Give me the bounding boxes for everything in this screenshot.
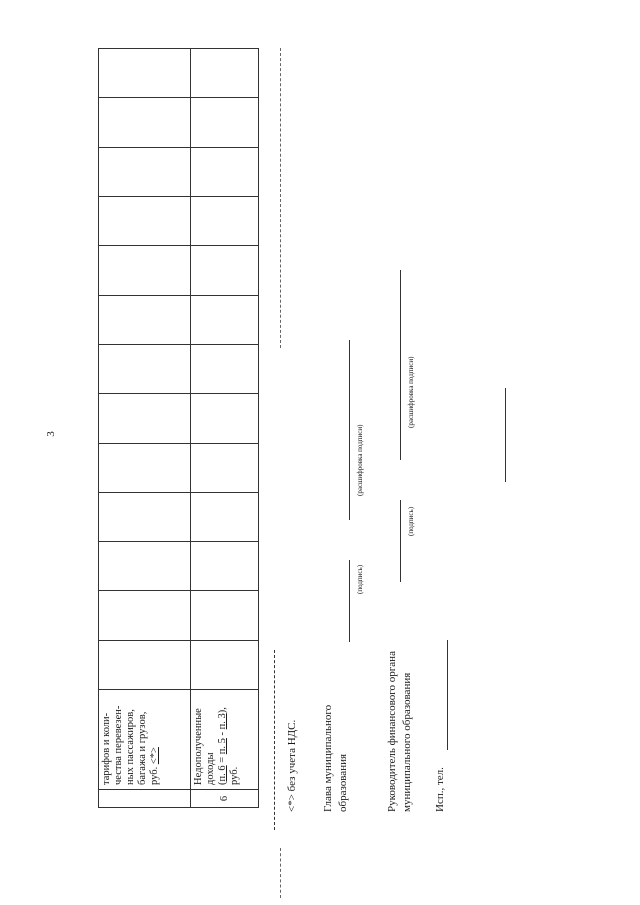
page-number: 3 (44, 431, 57, 437)
table-cell (191, 443, 259, 492)
scan-edge-top (280, 48, 281, 348)
table-cell (99, 542, 191, 591)
finance-decode-caption: (расшифровка подписи) (407, 356, 415, 428)
footnote-ref: <*> (149, 747, 160, 765)
table-cell (99, 147, 191, 196)
data-table (98, 48, 259, 808)
executor-label: Исп., тел. (434, 767, 446, 812)
finance-sign-caption: (подпись) (407, 506, 415, 536)
table-cell (99, 49, 191, 98)
table-cell (191, 640, 259, 689)
row-label-tariffs: тарифов и коли- чества перевезен- ных пассажиров, багажа и грузов, руб. <*> (99, 690, 191, 790)
head-sign-line (349, 560, 350, 642)
table-cell (191, 542, 259, 591)
table-cell (191, 295, 259, 344)
finance-sign-line (400, 500, 401, 582)
table-cell (191, 49, 259, 98)
table-cell (99, 344, 191, 393)
footnote-text: <*> без учета НДС. (286, 719, 298, 812)
head-sign-caption: (подпись) (356, 564, 364, 594)
row-number-cell: 6 (191, 790, 259, 808)
finance-title-line1: Руководитель финансового органа (386, 651, 398, 812)
table-wrapper (98, 48, 258, 808)
table-cell (99, 443, 191, 492)
scan-edge-bottom (280, 848, 281, 898)
table-cell (99, 246, 191, 295)
table-cell (99, 295, 191, 344)
head-decode-line (349, 340, 350, 520)
executor-line (447, 640, 448, 750)
table-cell (191, 344, 259, 393)
table-cell (191, 492, 259, 541)
table-cell (99, 197, 191, 246)
table-row (191, 49, 259, 808)
table-cell (191, 147, 259, 196)
table-cell (99, 640, 191, 689)
table-cell (99, 394, 191, 443)
table-cell (191, 98, 259, 147)
rotated-table-frame (98, 48, 258, 808)
finance-decode-line (400, 270, 401, 460)
head-title-line2: образования (337, 753, 349, 812)
row-label-lost-income: Недополученные доходы (п. 6 = п. 5 - п. 3), руб. (191, 690, 259, 790)
table-cell (99, 98, 191, 147)
table-row (99, 49, 191, 808)
head-decode-caption: (расшифровка подписи) (356, 424, 364, 496)
row-number-cell (99, 790, 191, 808)
table-cell (191, 591, 259, 640)
table-cell (99, 492, 191, 541)
table-cell (99, 591, 191, 640)
footnote-separator (274, 650, 276, 830)
stray-mark (505, 388, 506, 482)
table-cell (191, 394, 259, 443)
head-title-line1: Глава муниципального (322, 704, 334, 812)
table-cell (191, 246, 259, 295)
finance-title-line2: муниципального образования (401, 672, 413, 812)
table-cell (191, 197, 259, 246)
